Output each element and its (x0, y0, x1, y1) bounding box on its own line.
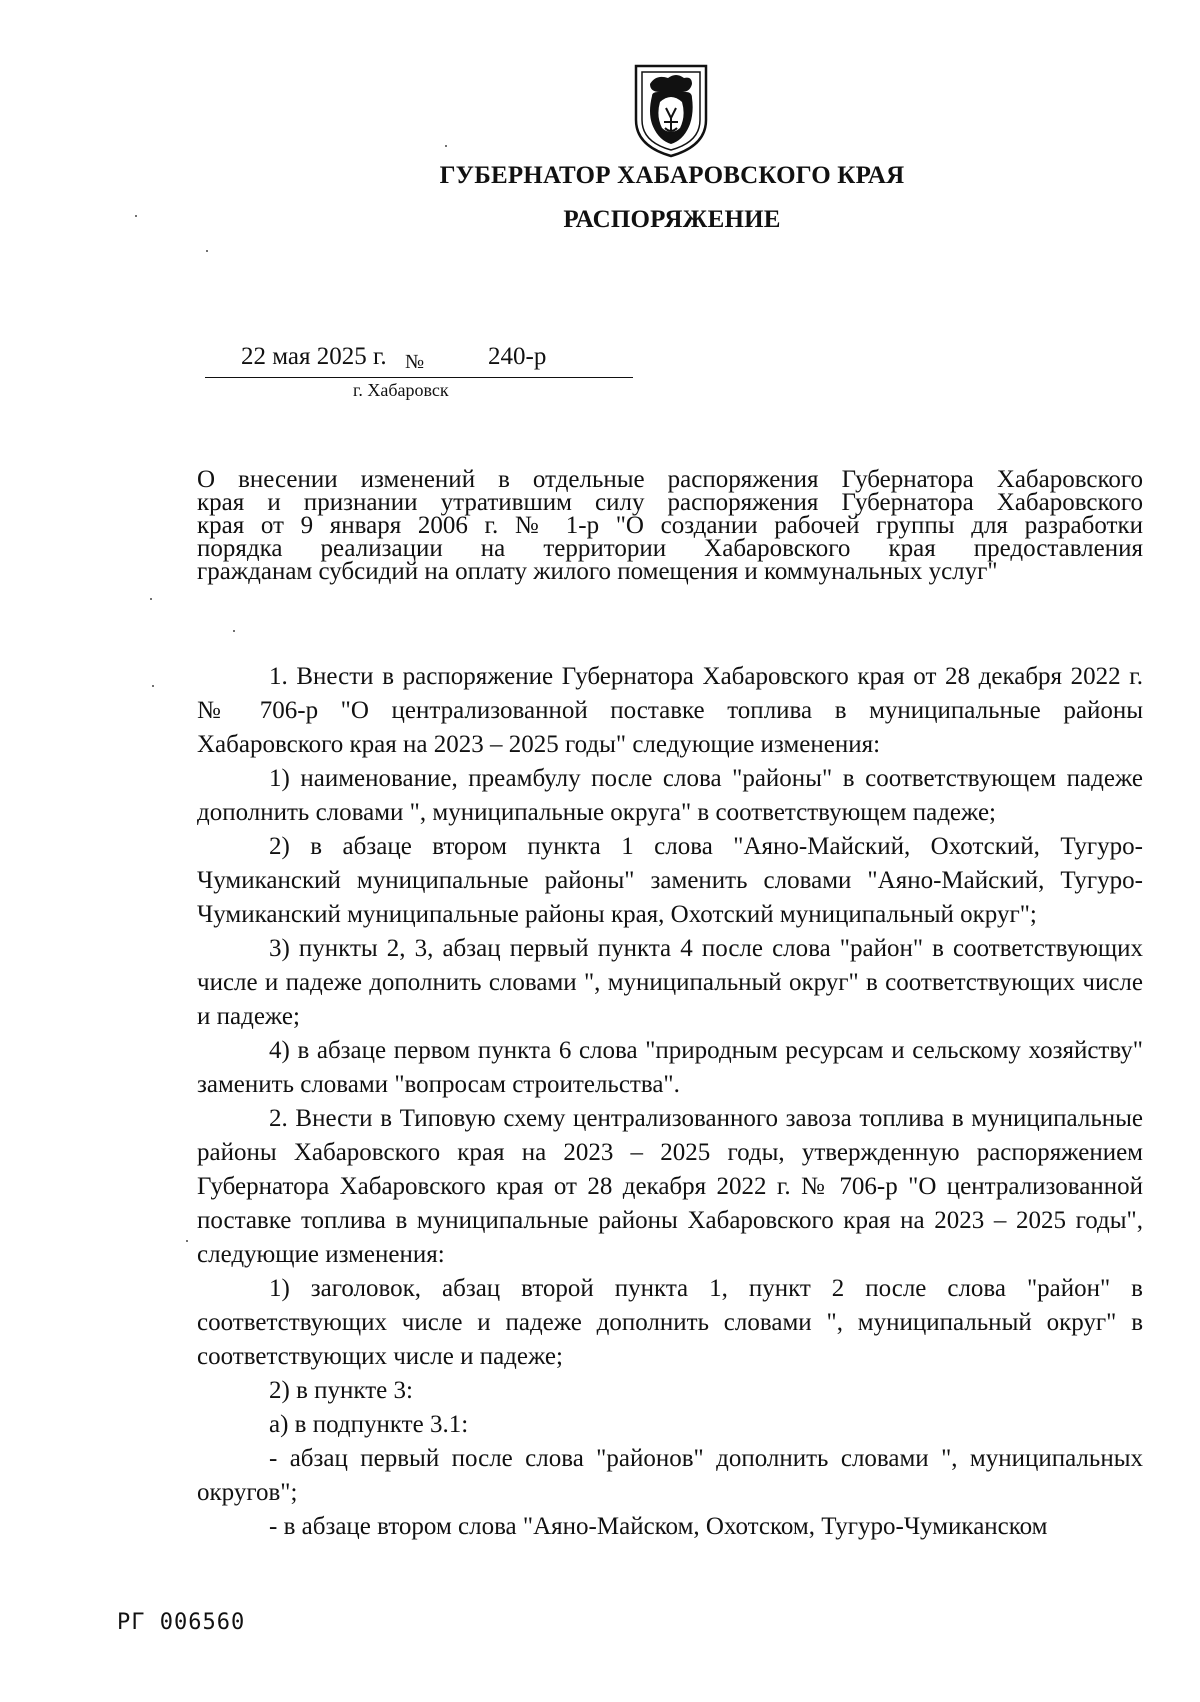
document-body (197, 660, 1143, 1544)
form-serial-number: РГ 006560 (117, 1610, 246, 1635)
scan-speck (152, 685, 154, 687)
body-paragraph: 1) заголовок, абзац второй пункта 1, пункт 2 после слова "район" в соответствующих числе и падеже дополнить словами ", муниципальный округ" в соответствующих числе и падеже; (197, 1275, 1143, 1370)
scan-speck (206, 250, 208, 252)
scan-speck (150, 598, 152, 600)
body-paragraph: - в абзаце втором слова "Аяно-Майском, Охотском, Тугуро-Чумиканском (269, 1513, 1048, 1540)
body-paragraph: 4) в абзаце первом пункта 6 слова "природным ресурсам и сельскому хозяйству" заменить словами "вопросам строительства". (197, 1037, 1143, 1098)
subject-line: края от 9 января 2006 г. № 1-р "О создании рабочей группы для разработки (197, 512, 1143, 539)
number-sign: № (405, 351, 425, 373)
document-city: г. Хабаровск (353, 380, 449, 400)
registration-line (205, 343, 633, 378)
body-paragraph: 3) пункты 2, 3, абзац первый пункта 4 после слова "район" в соответствующих числе и падеже дополнить словами ", муниципальный округ" в соответствующих числе и падеже; (197, 935, 1143, 1030)
body-paragraph: 2) в абзаце втором пункта 1 слова "Аяно-Майский, Охотский, Тугуро-Чумиканский муниципальные районы" заменить словами "Аяно-Майский, Тугуро-Чумиканский муниципальные районы края, Охотский муниципальный округ"; (197, 833, 1143, 928)
organization-title: ГУБЕРНАТОР ХАБАРОВСКОГО КРАЯ (439, 162, 905, 189)
scan-speck (233, 630, 235, 632)
body-paragraph: 1) наименование, преамбулу после слова "районы" в соответствующем падеже дополнить словами ", муниципальные округа" в соответствующем падеже; (197, 765, 1143, 826)
body-paragraph: 2. Внести в Типовую схему централизованного завоза топлива в муниципальные районы Хабаровского края на 2023 – 2025 годы, утвержденную распоряжением Губернатора Хабаровского края от 28 декабря 2022 г. № 706-р "О централизованной поставке топлива в муниципальные районы Хабаровского края на 2023 – 2025 годы", следующие изменения: (197, 1105, 1143, 1268)
subject-line: О внесении изменений в отдельные распоряжения Губернатора Хабаровского (197, 466, 1143, 493)
body-paragraph: 1. Внести в распоряжение Губернатора Хабаровского края от 28 декабря 2022 г. № 706-р "О централизованной поставке топлива в муниципальные районы Хабаровского края на 2023 – 2025 годы" следующие изменения: (197, 663, 1143, 758)
subject-line: порядка реализации на территории Хабаровского края предоставления (197, 535, 1143, 562)
document-number: 240-р (488, 343, 547, 370)
subject-line: гражданам субсидий на оплату жилого помещения и коммунальных услуг" (197, 558, 998, 585)
body-paragraph: а) в подпункте 3.1: (269, 1411, 469, 1438)
scan-speck (186, 1240, 188, 1242)
document-date: 22 мая 2025 г. (241, 343, 387, 370)
body-paragraph: 2) в пункте 3: (269, 1377, 413, 1404)
scan-speck (135, 215, 137, 217)
subject-line: края и признании утратившим силу распоряжения Губернатора Хабаровского (197, 489, 1143, 516)
document-type-title: РАСПОРЯЖЕНИЕ (563, 206, 781, 233)
coat-of-arms-icon (632, 62, 710, 158)
document-subject (197, 468, 1143, 583)
scan-speck (445, 145, 447, 147)
body-paragraph: - абзац первый после слова "районов" дополнить словами ", муниципальных округов"; (197, 1445, 1143, 1506)
